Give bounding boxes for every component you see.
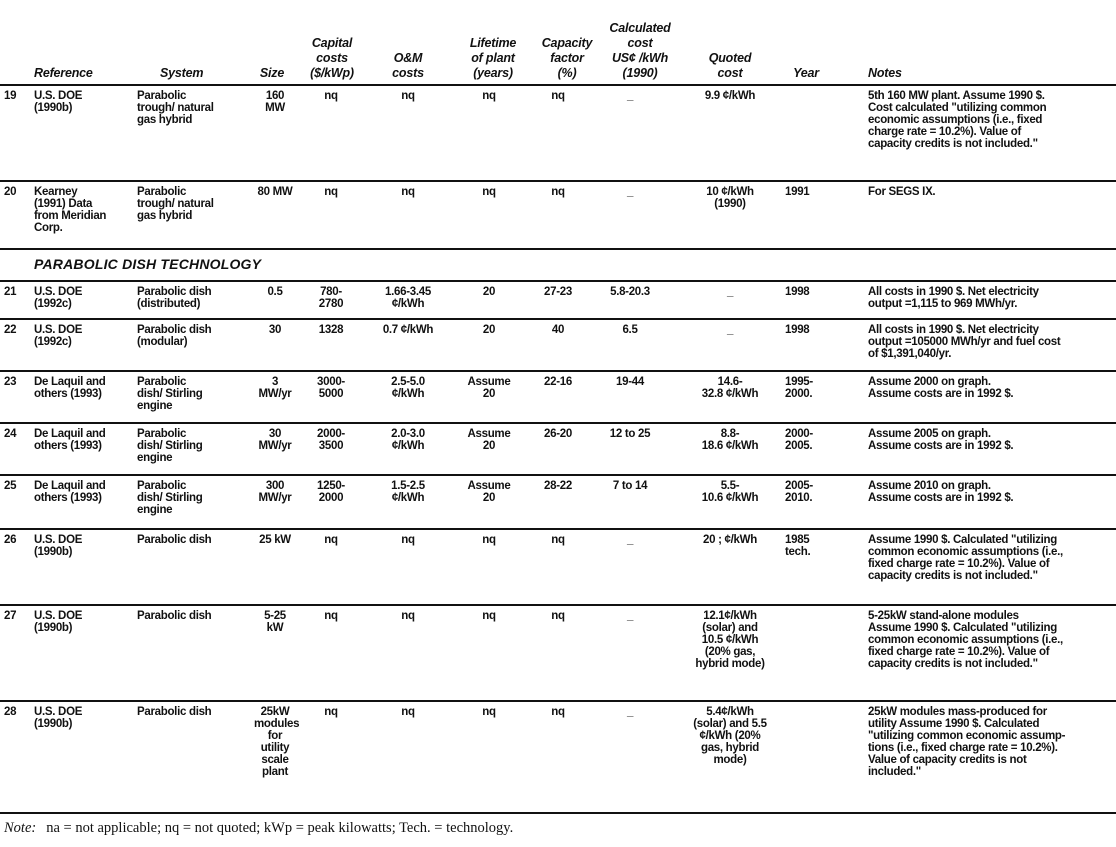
cell-quoted-cost bbox=[685, 610, 775, 670]
cell-size bbox=[254, 428, 296, 452]
cell-calculated-cost bbox=[594, 534, 666, 546]
cell-system-text: Parabolic dish (distributed) bbox=[137, 286, 212, 310]
row-number bbox=[4, 706, 26, 718]
cell-capital-costs bbox=[304, 428, 358, 452]
cell-year-text: 1991 bbox=[785, 186, 810, 198]
cell-system-text: Parabolic dish/ Stirling engine bbox=[137, 480, 203, 516]
cell-lifetime bbox=[455, 90, 523, 102]
cell-om-costs bbox=[372, 324, 444, 336]
cell-om-costs-text: 0.7 ¢/kWh bbox=[382, 324, 434, 336]
cell-calculated-cost bbox=[594, 610, 666, 622]
table-row bbox=[0, 424, 1116, 476]
cell-reference bbox=[34, 706, 129, 730]
table-header bbox=[0, 0, 1116, 86]
cell-quoted-cost-text: 9.9 ¢/kWh bbox=[704, 90, 756, 102]
header-capital-costs: Capital costs ($/kWp) bbox=[310, 36, 354, 80]
cell-system-text: Parabolic dish/ Stirling engine bbox=[137, 376, 203, 412]
cell-capital-costs-text: nq bbox=[324, 534, 338, 546]
cell-lifetime bbox=[455, 480, 523, 504]
cell-notes-text: Assume 2010 on graph. Assume costs are in 1992 $. bbox=[868, 480, 1014, 504]
row-number-text: 23 bbox=[4, 376, 17, 388]
cell-lifetime-text: 20 bbox=[482, 324, 496, 336]
cell-quoted-cost bbox=[685, 324, 775, 336]
header-om-costs: O&M costs bbox=[392, 51, 424, 80]
cell-year-text: 1998 bbox=[785, 324, 810, 336]
cell-capital-costs-text: 2000- 3500 bbox=[317, 428, 345, 452]
cell-year-text: 1995- 2000. bbox=[785, 376, 813, 400]
cell-capacity-factor-text: nq bbox=[551, 90, 565, 102]
row-number bbox=[4, 324, 26, 336]
cell-notes bbox=[868, 90, 1113, 150]
header-notes: Notes bbox=[868, 66, 902, 80]
row-number-text: 27 bbox=[4, 610, 17, 622]
cell-capital-costs bbox=[304, 706, 358, 718]
cell-capital-costs-text: 1328 bbox=[318, 324, 344, 336]
cell-capacity-factor-text: 28-22 bbox=[544, 480, 572, 492]
cell-system bbox=[137, 534, 252, 546]
cell-capacity-factor bbox=[530, 90, 586, 102]
cell-capital-costs bbox=[304, 286, 358, 310]
cell-capacity-factor bbox=[530, 610, 586, 622]
cell-reference bbox=[34, 480, 129, 504]
cell-reference bbox=[34, 610, 129, 634]
cell-lifetime bbox=[455, 428, 523, 452]
row-number-text: 25 bbox=[4, 480, 17, 492]
cell-capital-costs-text: 1250- 2000 bbox=[317, 480, 345, 504]
cell-capacity-factor-text: nq bbox=[551, 706, 565, 718]
cell-lifetime bbox=[455, 324, 523, 336]
cell-lifetime-text: 20 bbox=[482, 286, 496, 298]
cell-calculated-cost bbox=[594, 324, 666, 336]
cell-capacity-factor-text: 22-16 bbox=[544, 376, 572, 388]
row-number-text: 20 bbox=[4, 186, 17, 198]
cell-calculated-cost-text: _ bbox=[626, 90, 634, 102]
cell-capital-costs-text: nq bbox=[324, 186, 338, 198]
cell-om-costs bbox=[372, 480, 444, 504]
cell-om-costs bbox=[372, 706, 444, 718]
cell-notes bbox=[868, 186, 1113, 198]
cell-size bbox=[254, 90, 296, 114]
section-header bbox=[0, 250, 1116, 282]
cell-reference-text: U.S. DOE (1990b) bbox=[34, 90, 83, 114]
cell-capacity-factor-text: nq bbox=[551, 534, 565, 546]
cell-calculated-cost-text: 19-44 bbox=[616, 376, 644, 388]
cell-size bbox=[254, 324, 296, 336]
cell-reference-text: U.S. DOE (1992c) bbox=[34, 286, 83, 310]
cell-quoted-cost bbox=[685, 186, 775, 210]
cell-quoted-cost-text: 20 ; ¢/kWh bbox=[703, 534, 757, 546]
cell-capital-costs bbox=[304, 186, 358, 198]
cell-quoted-cost-text: 5.4¢/kWh (solar) and 5.5 ¢/kWh (20% gas, hybrid mode) bbox=[693, 706, 767, 766]
cell-reference-text: Kearney (1991) Data from Meridian Corp. bbox=[34, 186, 107, 234]
row-number-text: 22 bbox=[4, 324, 17, 336]
cell-calculated-cost-text: _ bbox=[626, 610, 634, 622]
cell-size-text: 30 MW/yr bbox=[258, 428, 292, 452]
cell-notes bbox=[868, 376, 1113, 400]
cell-system-text: Parabolic trough/ natural gas hybrid bbox=[137, 90, 214, 126]
cell-size bbox=[254, 610, 296, 634]
cell-om-costs bbox=[372, 610, 444, 622]
cell-year bbox=[785, 186, 825, 198]
cell-system-text: Parabolic dish/ Stirling engine bbox=[137, 428, 203, 464]
cell-calculated-cost bbox=[594, 90, 666, 102]
cell-notes-text: All costs in 1990 $. Net electricity output =1,115 to 969 MWh/yr. bbox=[868, 286, 1039, 310]
cell-reference bbox=[34, 90, 129, 114]
cell-lifetime bbox=[455, 186, 523, 198]
row-number-text: 26 bbox=[4, 534, 17, 546]
cell-system bbox=[137, 480, 252, 516]
cell-calculated-cost bbox=[594, 428, 666, 440]
row-number bbox=[4, 286, 26, 298]
cell-capital-costs-text: nq bbox=[324, 610, 338, 622]
cell-quoted-cost-text: 14.6- 32.8 ¢/kWh bbox=[701, 376, 759, 400]
cell-calculated-cost-text: 12 to 25 bbox=[609, 428, 651, 440]
cell-om-costs-text: 1.66-3.45 ¢/kWh bbox=[385, 286, 431, 310]
table-footnote bbox=[4, 820, 513, 837]
cell-lifetime-text: Assume 20 bbox=[467, 376, 511, 400]
cell-notes-text: Assume 2005 on graph. Assume costs are in 1992 $. bbox=[868, 428, 1014, 452]
cell-calculated-cost bbox=[594, 706, 666, 718]
cell-calculated-cost-text: 6.5 bbox=[622, 324, 638, 336]
header-size: Size bbox=[259, 66, 285, 80]
row-number-text: 24 bbox=[4, 428, 17, 440]
cell-calculated-cost bbox=[594, 186, 666, 198]
cell-quoted-cost bbox=[685, 534, 775, 546]
cell-system bbox=[137, 610, 252, 622]
table-row bbox=[0, 606, 1116, 702]
table-row bbox=[0, 476, 1116, 530]
cell-notes-text: Assume 2000 on graph. Assume costs are in 1992 $. bbox=[868, 376, 1014, 400]
cell-quoted-cost bbox=[685, 90, 775, 102]
cell-size bbox=[254, 286, 296, 298]
footnote-label: Note: bbox=[4, 820, 37, 836]
cell-lifetime bbox=[455, 376, 523, 400]
cell-system bbox=[137, 90, 252, 126]
cell-year-text: 2000- 2005. bbox=[785, 428, 813, 452]
footnote-text: na = not applicable; nq = not quoted; kWp = peak kilowatts; Tech. = technology. bbox=[46, 820, 514, 836]
cell-notes bbox=[868, 706, 1113, 778]
cell-year bbox=[785, 534, 825, 558]
cell-system-text: Parabolic dish bbox=[137, 534, 212, 546]
cell-size bbox=[254, 480, 296, 504]
cell-system bbox=[137, 186, 252, 222]
table-row bbox=[0, 282, 1116, 320]
cell-notes bbox=[868, 286, 1113, 310]
cell-om-costs bbox=[372, 428, 444, 452]
cell-lifetime bbox=[455, 534, 523, 546]
cell-calculated-cost-text: _ bbox=[626, 534, 634, 546]
cell-size-text: 160 MW bbox=[265, 90, 285, 114]
cell-quoted-cost-text: 8.8- 18.6 ¢/kWh bbox=[701, 428, 759, 452]
row-number bbox=[4, 186, 26, 198]
cell-system-text: Parabolic dish bbox=[137, 706, 212, 718]
cell-size-text: 5-25 kW bbox=[264, 610, 286, 634]
cell-year-text: 1998 bbox=[785, 286, 810, 298]
header-reference: Reference bbox=[34, 66, 93, 80]
cell-lifetime-text: nq bbox=[482, 610, 496, 622]
cell-om-costs-text: nq bbox=[401, 610, 415, 622]
cell-system-text: Parabolic trough/ natural gas hybrid bbox=[137, 186, 214, 222]
cell-reference-text: U.S. DOE (1990b) bbox=[34, 610, 83, 634]
header-capacity-factor: Capacity factor (%) bbox=[541, 36, 593, 80]
cell-capacity-factor bbox=[530, 480, 586, 492]
cell-reference bbox=[34, 428, 129, 452]
cell-notes-text: Assume 1990 $. Calculated "utilizing common economic assumptions (i.e., fixed charge rate = 10.2%). Value of capacity credits is not included." bbox=[868, 534, 1063, 582]
cell-quoted-cost bbox=[685, 428, 775, 452]
cell-lifetime-text: nq bbox=[482, 706, 496, 718]
cell-size-text: 25kW modules for utility scale plant bbox=[254, 706, 300, 778]
cell-capacity-factor-text: nq bbox=[551, 186, 565, 198]
cell-notes-text: For SEGS IX. bbox=[868, 186, 936, 198]
cell-lifetime bbox=[455, 610, 523, 622]
cell-om-costs-text: nq bbox=[401, 90, 415, 102]
cell-om-costs-text: 2.0-3.0 ¢/kWh bbox=[391, 428, 425, 452]
cell-quoted-cost bbox=[685, 286, 775, 298]
cell-system-text: Parabolic dish (modular) bbox=[137, 324, 212, 348]
cell-calculated-cost bbox=[594, 480, 666, 492]
cell-capital-costs bbox=[304, 90, 358, 102]
cell-year bbox=[785, 480, 825, 504]
cell-notes bbox=[868, 428, 1113, 452]
table-row bbox=[0, 86, 1116, 182]
cell-lifetime-text: nq bbox=[482, 90, 496, 102]
header-year: Year bbox=[793, 66, 819, 80]
cell-notes bbox=[868, 480, 1113, 504]
cell-reference bbox=[34, 186, 129, 234]
cell-notes-text: All costs in 1990 $. Net electricity output =105000 MWh/yr and fuel cost of $1,391,040/yr. bbox=[868, 324, 1061, 360]
cell-om-costs-text: 1.5-2.5 ¢/kWh bbox=[391, 480, 425, 504]
cell-reference-text: U.S. DOE (1992c) bbox=[34, 324, 83, 348]
row-number-text: 21 bbox=[4, 286, 17, 298]
cell-year-text: 2005- 2010. bbox=[785, 480, 813, 504]
cell-quoted-cost-text: 5.5- 10.6 ¢/kWh bbox=[701, 480, 759, 504]
header-lifetime: Lifetime of plant (years) bbox=[469, 36, 517, 80]
cell-reference bbox=[34, 286, 129, 310]
cell-size bbox=[254, 186, 296, 198]
cell-quoted-cost bbox=[685, 376, 775, 400]
cell-system bbox=[137, 376, 252, 412]
cell-capital-costs bbox=[304, 480, 358, 504]
cell-om-costs bbox=[372, 534, 444, 546]
cell-om-costs bbox=[372, 376, 444, 400]
cell-calculated-cost-text: 5.8-20.3 bbox=[610, 286, 650, 298]
cell-lifetime-text: Assume 20 bbox=[467, 428, 511, 452]
cell-capacity-factor-text: 27-23 bbox=[544, 286, 572, 298]
cell-quoted-cost-text: 10 ¢/kWh (1990) bbox=[706, 186, 754, 210]
cell-om-costs bbox=[372, 186, 444, 198]
cell-reference-text: De Laquil and others (1993) bbox=[34, 428, 106, 452]
row-number-text: 28 bbox=[4, 706, 17, 718]
cell-size-text: 3 MW/yr bbox=[258, 376, 292, 400]
header-system: System bbox=[160, 66, 204, 80]
cell-size-text: 80 MW bbox=[257, 186, 293, 198]
cell-capital-costs-text: 780- 2780 bbox=[318, 286, 344, 310]
cell-lifetime-text: nq bbox=[482, 186, 496, 198]
cell-quoted-cost-text: _ bbox=[726, 324, 734, 336]
cell-year bbox=[785, 286, 825, 298]
row-number bbox=[4, 90, 26, 102]
cell-calculated-cost-text: _ bbox=[626, 706, 634, 718]
table-row bbox=[0, 530, 1116, 606]
cell-capital-costs bbox=[304, 376, 358, 400]
cell-size-text: 0.5 bbox=[267, 286, 283, 298]
cell-year bbox=[785, 324, 825, 336]
cell-system bbox=[137, 286, 252, 310]
table-row bbox=[0, 372, 1116, 424]
row-number bbox=[4, 376, 26, 388]
row-number bbox=[4, 480, 26, 492]
cell-reference bbox=[34, 376, 129, 400]
cell-capacity-factor bbox=[530, 286, 586, 298]
cell-om-costs-text: nq bbox=[401, 534, 415, 546]
cell-calculated-cost-text: _ bbox=[626, 186, 634, 198]
cell-om-costs bbox=[372, 90, 444, 102]
cell-lifetime-text: Assume 20 bbox=[467, 480, 511, 504]
cell-capacity-factor bbox=[530, 376, 586, 388]
cell-quoted-cost-text: _ bbox=[726, 286, 734, 298]
header-calculated-cost: Calculated cost US¢ /kWh (1990) bbox=[609, 21, 671, 80]
cell-size bbox=[254, 534, 296, 546]
cell-size bbox=[254, 706, 300, 778]
row-number bbox=[4, 428, 26, 440]
cell-system bbox=[137, 428, 252, 464]
cell-size-text: 300 MW/yr bbox=[258, 480, 292, 504]
cell-om-costs bbox=[372, 286, 444, 310]
cell-capital-costs-text: nq bbox=[324, 706, 338, 718]
cell-reference-text: U.S. DOE (1990b) bbox=[34, 706, 83, 730]
table-row bbox=[0, 702, 1116, 814]
cell-notes bbox=[868, 534, 1113, 582]
table-row bbox=[0, 320, 1116, 372]
cell-capacity-factor bbox=[530, 428, 586, 440]
cell-capacity-factor-text: nq bbox=[551, 610, 565, 622]
cell-capital-costs bbox=[304, 610, 358, 622]
cell-capital-costs-text: 3000- 5000 bbox=[317, 376, 345, 400]
cell-capacity-factor bbox=[530, 186, 586, 198]
cell-year-text: 1985 tech. bbox=[785, 534, 811, 558]
cell-size-text: 30 bbox=[268, 324, 282, 336]
cell-year bbox=[785, 376, 825, 400]
cell-capital-costs bbox=[304, 324, 358, 336]
cell-lifetime-text: nq bbox=[482, 534, 496, 546]
cell-reference-text: De Laquil and others (1993) bbox=[34, 480, 106, 504]
cell-capacity-factor-text: 40 bbox=[551, 324, 565, 336]
cell-calculated-cost bbox=[594, 286, 666, 298]
cell-notes-text: 5-25kW stand-alone modules Assume 1990 $. Calculated "utilizing common economic assumptions (i.e., fixed charge rate = 10.2%). Value of capacity credits is not included." bbox=[868, 610, 1063, 670]
cell-reference bbox=[34, 534, 129, 558]
cell-reference-text: De Laquil and others (1993) bbox=[34, 376, 106, 400]
row-number bbox=[4, 610, 26, 622]
cell-quoted-cost bbox=[685, 706, 775, 766]
cell-reference-text: U.S. DOE (1990b) bbox=[34, 534, 83, 558]
cell-size bbox=[254, 376, 296, 400]
row-number bbox=[4, 534, 26, 546]
cell-quoted-cost-text: 12.1¢/kWh (solar) and 10.5 ¢/kWh (20% gas, hybrid mode) bbox=[695, 610, 765, 670]
cell-om-costs-text: 2.5-5.0 ¢/kWh bbox=[391, 376, 425, 400]
row-number-text: 19 bbox=[4, 90, 17, 102]
cell-notes bbox=[868, 610, 1113, 670]
cell-notes-text: 5th 160 MW plant. Assume 1990 $. Cost calculated "utilizing common economic assumptions (i.e., fixed charge rate = 10.2%). Value of capacity credits is not included." bbox=[868, 90, 1047, 150]
cell-year bbox=[785, 428, 825, 452]
cell-capacity-factor bbox=[530, 706, 586, 718]
cell-capacity-factor bbox=[530, 534, 586, 546]
cell-lifetime bbox=[455, 706, 523, 718]
header-quoted-cost: Quoted cost bbox=[708, 51, 752, 80]
cell-capacity-factor-text: 26-20 bbox=[544, 428, 572, 440]
cell-system bbox=[137, 324, 252, 348]
cell-lifetime bbox=[455, 286, 523, 298]
cell-notes bbox=[868, 324, 1113, 360]
table-row bbox=[0, 182, 1116, 250]
cell-capital-costs-text: nq bbox=[324, 90, 338, 102]
cell-notes-text: 25kW modules mass-produced for utility Assume 1990 $. Calculated "utilizing common economic assump- tions (i.e., fixed charge rate = 10.2%). Value of capacity credits is not included." bbox=[868, 706, 1066, 778]
section-title: PARABOLIC DISH TECHNOLOGY bbox=[34, 256, 262, 272]
cell-size-text: 25 kW bbox=[259, 534, 291, 546]
cell-om-costs-text: nq bbox=[401, 186, 415, 198]
cell-quoted-cost bbox=[685, 480, 775, 504]
cell-calculated-cost bbox=[594, 376, 666, 388]
cell-system bbox=[137, 706, 252, 718]
cell-reference bbox=[34, 324, 129, 348]
cell-calculated-cost-text: 7 to 14 bbox=[612, 480, 648, 492]
cell-capacity-factor bbox=[530, 324, 586, 336]
cell-om-costs-text: nq bbox=[401, 706, 415, 718]
cell-capital-costs bbox=[304, 534, 358, 546]
cell-system-text: Parabolic dish bbox=[137, 610, 212, 622]
